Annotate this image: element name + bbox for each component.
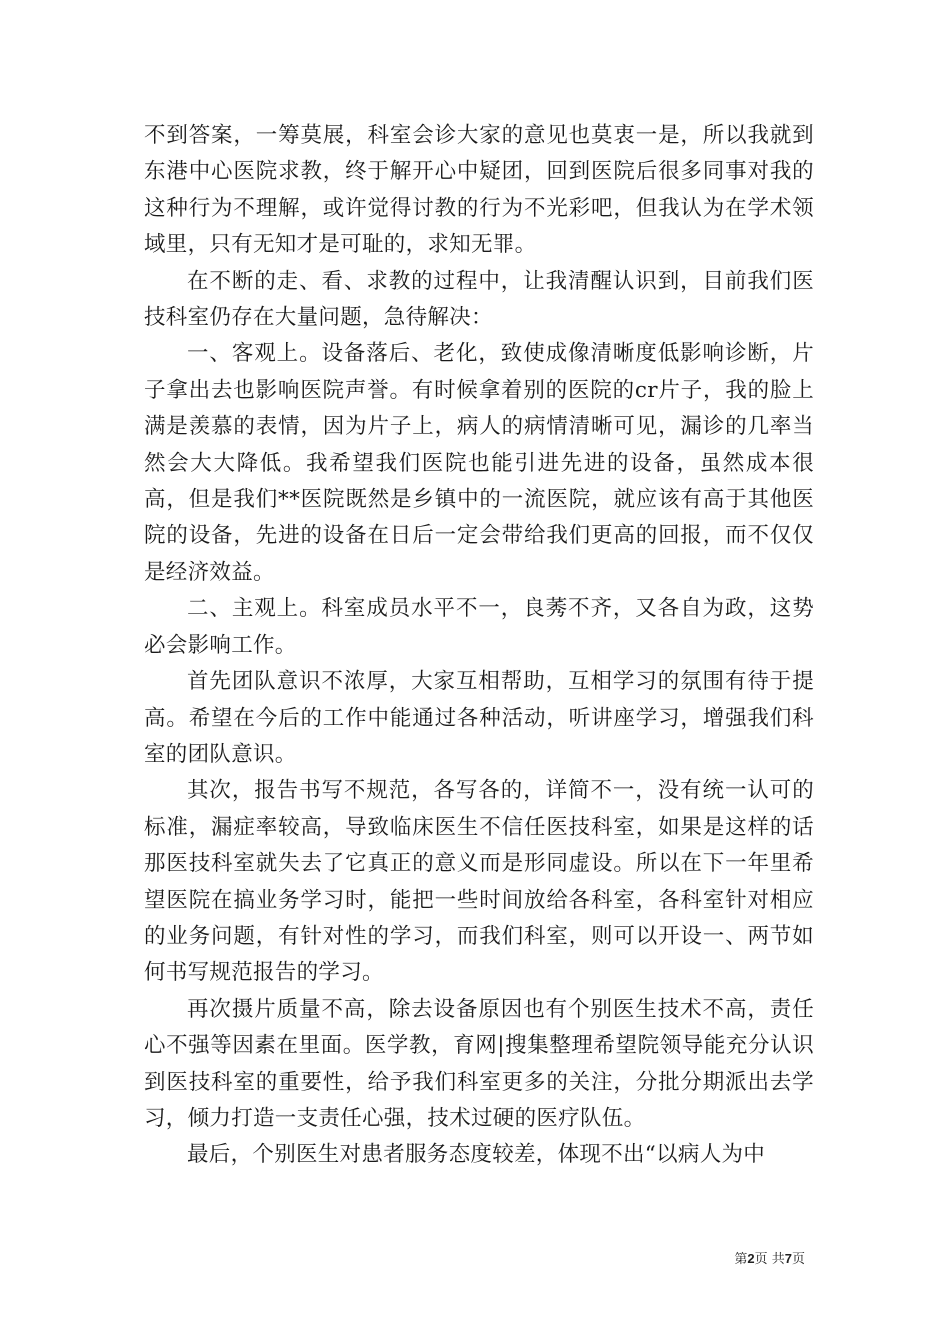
paragraph-continuation: 不到答案，一筹莫展，科室会诊大家的意见也莫衷一是，所以我就到东港中心医院求教，终于解开心中疑团，回到医院后很多同事对我的这种行为不理解，或许觉得讨教的行为不光彩吧，但我认为在学术领域里，只有无知才是可耻的，求知无罪。 [144,123,814,258]
paragraph-subjective-issues: 二、主观上。科室成员水平不一，良莠不齐，又各自为政，这势必会影响工作。 [144,596,814,658]
document-body [144,118,814,1174]
paragraph-service-attitude: 最后，个别医生对患者服务态度较差，体现不出“以病人为中 [187,1142,766,1168]
paragraph-team-awareness: 首先团队意识不浓厚，大家互相帮助，互相学习的氛围有待于提高。希望在今后的工作中能通过各种活动，听讲座学习，增强我们科室的团队意识。 [144,669,814,767]
paragraph-report-writing: 其次，报告书写不规范，各写各的，详简不一，没有统一认可的标准，漏症率较高，导致临床医生不信任医技科室，如果是这样的话那医技科室就失去了它真正的意义而是形同虚设。所以在下一年里希望医院在搞业务学习时，能把一些时间放给各科室，各科室针对相应的业务问题，有针对性的学习，而我们科室，则可以开设一、两节如何书写规范报告的学习。 [144,778,814,986]
footer-suffix: 页 [791,1252,805,1267]
paragraph-problems-intro: 在不断的走、看、求教的过程中，让我清醒认识到，目前我们医技科室仍存在大量问题，急待解决： [144,268,814,331]
paragraph-film-quality: 再次摄片质量不高，除去设备原因也有个别医生技术不高，责任心不强等因素在里面。医学教，育网|搜集整理希望院领导能充分认识到医技科室的重要性，给予我们科室更多的关注，分批分期派出去学习，倾力打造一支责任心强，技术过硬的医疗队伍。 [144,996,814,1131]
footer-total-pages: 7 [784,1251,792,1266]
footer-current-page: 2 [747,1251,755,1266]
footer-middle: 页 共 [754,1252,785,1267]
page-footer [734,1248,805,1267]
paragraph-objective-issues: 一、客观上。设备落后、老化，致使成像清晰度低影响诊断，片子拿出去也影响医院声誉。有时候拿着别的医院的cr片子，我的脸上满是羡慕的表情，因为片子上，病人的病情清晰可见，漏诊的几率当然会大大降低。我希望我们医院也能引进先进的设备，虽然成本很高，但是我们**医院既然是乡镇中的一流医院，就应该有高于其他医院的设备，先进的设备在日后一定会带给我们更高的回报，而不仅仅是经济效益。 [144,341,814,585]
footer-prefix: 第 [734,1252,748,1267]
